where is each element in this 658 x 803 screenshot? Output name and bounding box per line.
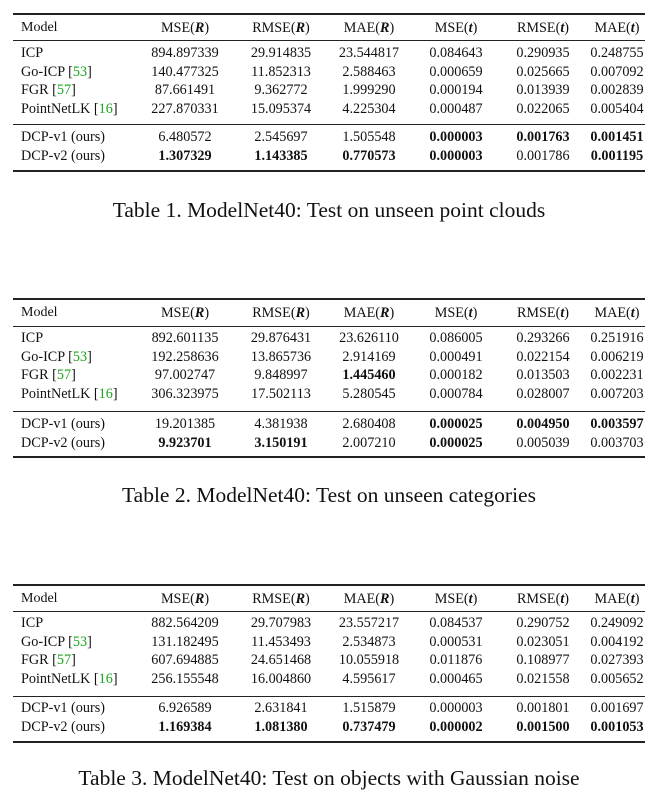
header-suffix: ) (305, 591, 310, 607)
results-table-1 (13, 13, 645, 172)
metric-value: 0.004950 (516, 416, 570, 432)
column-header-model: Model (21, 20, 58, 35)
model-label: DCP-v2 (ours) (21, 147, 105, 164)
table-row (13, 415, 645, 433)
model-label: DCP-v1 (ours) (21, 416, 105, 432)
header-row (13, 19, 645, 37)
header-prefix: RMSE( (252, 591, 296, 607)
header-suffix: ) (472, 20, 478, 36)
metric-value: 0.000002 (429, 718, 483, 735)
metric-value: 0.025665 (516, 63, 570, 80)
header-suffix: ) (564, 20, 570, 36)
metric-value: 13.865736 (250, 348, 312, 365)
header-symbol: R (295, 20, 306, 36)
column-header (323, 19, 415, 37)
citation-link[interactable]: 53 (72, 348, 88, 365)
bracket: ] (112, 101, 118, 118)
model-name (21, 614, 43, 632)
bracket: ] (87, 633, 92, 650)
metric-value: 882.564209 (151, 615, 219, 631)
metric-value: 0.022154 (516, 348, 570, 365)
metric-value: 19.201385 (154, 416, 216, 432)
metric-value: 6.926589 (158, 700, 212, 716)
bottom-rule (13, 456, 645, 458)
header-symbol: t (560, 305, 565, 321)
header-suffix: ) (634, 305, 640, 321)
table-caption: Table 2. ModelNet40: Test on unseen categories (122, 483, 536, 507)
column-header (410, 304, 502, 322)
table-row (13, 614, 645, 632)
header-prefix: MAE( (594, 591, 631, 607)
header-prefix: RMSE( (516, 591, 561, 607)
metric-value: 0.001697 (590, 700, 644, 716)
metric-value: 0.022065 (516, 101, 570, 118)
metric-value: 0.004192 (590, 633, 644, 650)
bracket: ] (87, 63, 92, 80)
header-prefix: MAE( (594, 20, 631, 36)
metric-value: 0.770573 (342, 147, 396, 164)
header-prefix: MSE( (160, 305, 195, 321)
column-header (133, 590, 237, 608)
model-name (21, 651, 76, 669)
model-label: Go-ICP (21, 348, 69, 365)
model-name (21, 100, 118, 118)
metric-value: 9.848997 (254, 367, 308, 384)
metric-value: 0.000003 (429, 700, 483, 716)
metric-value: 192.258636 (151, 348, 219, 365)
header-prefix: MAE( (343, 305, 381, 321)
column-header (133, 19, 237, 37)
bracket: [ (52, 652, 57, 669)
column-header (235, 304, 327, 322)
bottom-rule (13, 741, 645, 743)
metric-value: 2.914169 (342, 348, 396, 365)
metric-value: 256.155548 (151, 671, 219, 688)
header-suffix: ) (305, 305, 310, 321)
header-symbol: R (194, 591, 205, 607)
model-label: PointNetLK (21, 386, 94, 403)
metric-value: 1.081380 (254, 718, 308, 735)
table-row (13, 63, 645, 81)
bracket: [ (52, 82, 57, 99)
header-row (13, 590, 645, 608)
header-symbol: t (630, 305, 635, 321)
model-label: Go-ICP (21, 633, 69, 650)
header-suffix: ) (389, 20, 395, 36)
metric-value: 0.000531 (429, 633, 483, 650)
header-prefix: RMSE( (516, 305, 561, 321)
metric-value: 0.084537 (429, 615, 483, 631)
bracket: ] (71, 652, 76, 669)
model-label: DCP-v2 (ours) (21, 718, 105, 735)
metric-value: 1.505548 (342, 129, 396, 145)
header-symbol: t (560, 591, 565, 607)
header-suffix: ) (472, 591, 478, 607)
header-symbol: t (560, 20, 565, 36)
header-prefix: MAE( (343, 20, 381, 36)
column-header (133, 304, 237, 322)
header-symbol: t (468, 20, 473, 36)
model-name (21, 63, 92, 81)
metric-value: 607.694885 (151, 652, 219, 669)
header-suffix: ) (634, 591, 640, 607)
header-symbol: t (468, 591, 473, 607)
metric-value: 0.001451 (590, 129, 644, 145)
header-rule (13, 326, 645, 327)
metric-value: 4.595617 (342, 671, 396, 688)
header-prefix: RMSE( (252, 305, 296, 321)
mid-rule (13, 124, 645, 125)
top-rule (13, 13, 645, 15)
header-symbol: t (630, 591, 635, 607)
header-prefix: MSE( (160, 20, 195, 36)
metric-value: 0.000465 (429, 671, 483, 688)
metric-value: 2.680408 (342, 416, 396, 432)
table-row (13, 348, 645, 366)
metric-value: 0.000487 (429, 101, 483, 118)
citation-link[interactable]: 16 (98, 671, 113, 688)
column-header (235, 19, 327, 37)
model-name (21, 633, 92, 651)
metric-value: 0.006219 (590, 348, 644, 365)
model-name (21, 434, 105, 452)
model-name (21, 415, 105, 433)
metric-value: 2.534873 (342, 633, 396, 650)
metric-value: 0.290752 (516, 615, 570, 631)
metric-value: 131.182495 (151, 633, 219, 650)
metric-value: 0.023051 (516, 633, 570, 650)
metric-value: 97.002747 (154, 367, 216, 384)
metric-value: 10.055918 (338, 652, 400, 669)
table-row (13, 633, 645, 651)
header-row (13, 304, 645, 322)
metric-value: 0.000003 (429, 129, 483, 145)
metric-value: 0.005404 (590, 101, 644, 118)
table-row (13, 434, 645, 452)
header-suffix: ) (204, 591, 210, 607)
metric-value: 0.003597 (590, 416, 644, 432)
metric-value: 0.000003 (429, 147, 483, 164)
header-symbol: R (295, 591, 306, 607)
metric-value: 1.169384 (158, 718, 212, 735)
header-symbol: R (194, 20, 205, 36)
metric-value: 9.362772 (254, 82, 308, 99)
metric-value: 894.897339 (151, 45, 219, 61)
bracket: [ (52, 367, 57, 384)
header-suffix: ) (472, 305, 478, 321)
table-row (13, 385, 645, 403)
bracket: ] (87, 348, 92, 365)
metric-value: 0.248755 (590, 45, 644, 61)
table-row (13, 100, 645, 118)
header-suffix: ) (305, 20, 310, 36)
header-rule (13, 611, 645, 612)
citation-link[interactable]: 57 (56, 367, 72, 384)
citation-link[interactable]: 53 (72, 633, 88, 650)
metric-value: 1.307329 (158, 147, 212, 164)
bracket: [ (68, 63, 73, 80)
citation-link[interactable]: 16 (98, 101, 113, 118)
metric-value: 0.001053 (590, 718, 644, 735)
header-suffix: ) (634, 20, 640, 36)
metric-value: 11.453493 (251, 633, 311, 650)
model-label: PointNetLK (21, 101, 94, 118)
table-row (13, 44, 645, 62)
header-suffix: ) (389, 591, 395, 607)
metric-value: 0.000784 (429, 386, 483, 403)
model-name (21, 44, 43, 62)
column-header (323, 304, 415, 322)
header-prefix: RMSE( (252, 20, 296, 36)
table-row (13, 147, 645, 165)
metric-value: 16.004860 (250, 671, 312, 688)
table-row (13, 699, 645, 717)
citation-link[interactable]: 57 (56, 652, 72, 669)
table-caption: Table 3. ModelNet40: Test on objects with Gaussian noise (78, 766, 580, 790)
metric-value: 0.007092 (590, 63, 644, 80)
table-row (13, 651, 645, 669)
model-name (21, 718, 105, 736)
metric-value: 0.005652 (590, 671, 644, 688)
header-prefix: MAE( (594, 305, 631, 321)
model-label: ICP (21, 615, 44, 631)
metric-value: 0.007203 (590, 386, 644, 403)
metric-value: 0.000025 (429, 416, 483, 432)
metric-value: 0.013939 (516, 82, 570, 99)
model-name (21, 348, 92, 366)
table-caption: Table 1. ModelNet40: Test on unseen point clouds (112, 198, 546, 222)
metric-value: 0.002231 (590, 367, 644, 384)
metric-value: 0.086005 (429, 330, 483, 346)
mid-rule (13, 411, 645, 412)
bracket: [ (68, 633, 73, 650)
model-label: DCP-v2 (ours) (21, 434, 105, 451)
metric-value: 0.003703 (590, 434, 644, 451)
metric-value: 2.631841 (254, 700, 308, 716)
top-rule (13, 584, 645, 586)
bottom-rule (13, 170, 645, 172)
bracket: [ (93, 386, 99, 403)
header-prefix: MSE( (160, 591, 195, 607)
metric-value: 0.000182 (429, 367, 483, 384)
header-symbol: t (630, 20, 635, 36)
metric-value: 0.013503 (516, 367, 570, 384)
metric-value: 0.021558 (516, 671, 570, 688)
metric-value: 23.557217 (338, 615, 400, 631)
column-header (410, 590, 502, 608)
metric-value: 2.588463 (342, 63, 396, 80)
model-label: DCP-v1 (ours) (21, 129, 105, 145)
model-name (21, 147, 105, 165)
model-label: PointNetLK (21, 671, 94, 688)
metric-value: 0.011876 (429, 652, 483, 669)
metric-value: 0.001500 (516, 718, 570, 735)
metric-value: 1.999290 (342, 82, 396, 99)
metric-value: 9.923701 (158, 434, 212, 451)
model-name (21, 385, 118, 403)
metric-value: 5.280545 (342, 386, 396, 403)
model-label: ICP (21, 330, 44, 346)
model-label: FGR (21, 367, 53, 384)
model-label: ICP (21, 45, 44, 61)
model-name (21, 699, 105, 717)
model-name (21, 128, 105, 146)
metric-value: 0.028007 (516, 386, 570, 403)
metric-value: 2.545697 (254, 129, 308, 145)
metric-value: 2.007210 (342, 434, 396, 451)
mid-rule (13, 696, 645, 697)
header-prefix: MAE( (343, 591, 381, 607)
metric-value: 11.852313 (251, 63, 311, 80)
metric-value: 4.225304 (342, 101, 396, 118)
model-name (21, 81, 76, 99)
citation-link[interactable]: 57 (56, 82, 72, 99)
metric-value: 0.005039 (516, 434, 570, 451)
bracket: [ (93, 671, 99, 688)
header-prefix: MSE( (434, 591, 469, 607)
metric-value: 3.150191 (254, 434, 308, 451)
model-name (21, 366, 76, 384)
metric-value: 140.477325 (151, 63, 219, 80)
header-symbol: R (295, 305, 306, 321)
model-label: FGR (21, 652, 53, 669)
metric-value: 29.914835 (250, 45, 312, 61)
table-row (13, 128, 645, 146)
metric-value: 23.544817 (338, 45, 400, 61)
model-name (21, 670, 118, 688)
metric-value: 23.626110 (339, 330, 399, 346)
bracket: ] (71, 367, 76, 384)
metric-value: 0.027393 (590, 652, 644, 669)
bracket: ] (112, 386, 118, 403)
metric-value: 0.290935 (516, 45, 570, 61)
metric-value: 0.002839 (590, 82, 644, 99)
bracket: ] (112, 671, 118, 688)
column-header (571, 590, 658, 608)
metric-value: 29.707983 (250, 615, 312, 631)
metric-value: 0.000194 (429, 82, 483, 99)
metric-value: 15.095374 (250, 101, 312, 118)
metric-value: 0.737479 (342, 718, 396, 735)
metric-value: 0.001763 (516, 129, 570, 145)
metric-value: 1.143385 (254, 147, 308, 164)
metric-value: 0.000659 (429, 63, 483, 80)
citation-link[interactable]: 53 (72, 63, 88, 80)
metric-value: 306.323975 (151, 386, 219, 403)
results-table-3 (13, 584, 645, 743)
bracket: ] (71, 82, 76, 99)
header-suffix: ) (564, 305, 570, 321)
metric-value: 892.601135 (151, 330, 219, 346)
header-symbol: R (380, 20, 390, 36)
top-rule (13, 298, 645, 300)
header-suffix: ) (204, 20, 210, 36)
metric-value: 6.480572 (158, 129, 212, 145)
metric-value: 0.108977 (516, 652, 570, 669)
table-row (13, 670, 645, 688)
metric-value: 1.515879 (342, 700, 396, 716)
bracket: [ (68, 348, 73, 365)
header-symbol: R (380, 591, 390, 607)
column-header-model: Model (21, 305, 58, 320)
model-label: FGR (21, 82, 53, 99)
table-row (13, 718, 645, 736)
model-name (21, 329, 43, 347)
header-suffix: ) (564, 591, 570, 607)
metric-value: 0.084643 (429, 45, 483, 61)
column-header-model: Model (21, 591, 58, 606)
results-table-2 (13, 298, 645, 458)
header-symbol: t (468, 305, 473, 321)
column-header (235, 590, 327, 608)
header-prefix: RMSE( (516, 20, 561, 36)
column-header (571, 304, 658, 322)
metric-value: 24.651468 (250, 652, 312, 669)
table-row (13, 366, 645, 384)
model-label: DCP-v1 (ours) (21, 700, 105, 716)
header-symbol: R (380, 305, 390, 321)
metric-value: 1.445460 (342, 367, 396, 384)
metric-value: 0.001195 (590, 147, 644, 164)
header-prefix: MSE( (434, 305, 469, 321)
metric-value: 0.001801 (516, 700, 570, 716)
metric-value: 0.000025 (429, 434, 483, 451)
table-row (13, 81, 645, 99)
metric-value: 29.876431 (250, 330, 312, 346)
metric-value: 0.000491 (429, 348, 483, 365)
header-suffix: ) (389, 305, 395, 321)
header-symbol: R (194, 305, 205, 321)
bracket: [ (93, 101, 99, 118)
header-rule (13, 40, 645, 41)
header-suffix: ) (204, 305, 210, 321)
table-row (13, 329, 645, 347)
column-header (410, 19, 502, 37)
column-header (571, 19, 658, 37)
column-header (323, 590, 415, 608)
metric-value: 227.870331 (151, 101, 219, 118)
header-prefix: MSE( (434, 20, 469, 36)
metric-value: 4.381938 (254, 416, 308, 432)
metric-value: 0.293266 (516, 330, 570, 346)
metric-value: 0.251916 (590, 330, 644, 346)
metric-value: 87.661491 (154, 82, 216, 99)
metric-value: 0.001786 (516, 147, 570, 164)
metric-value: 0.249092 (590, 615, 644, 631)
citation-link[interactable]: 16 (98, 386, 113, 403)
metric-value: 17.502113 (251, 386, 311, 403)
model-label: Go-ICP (21, 63, 69, 80)
